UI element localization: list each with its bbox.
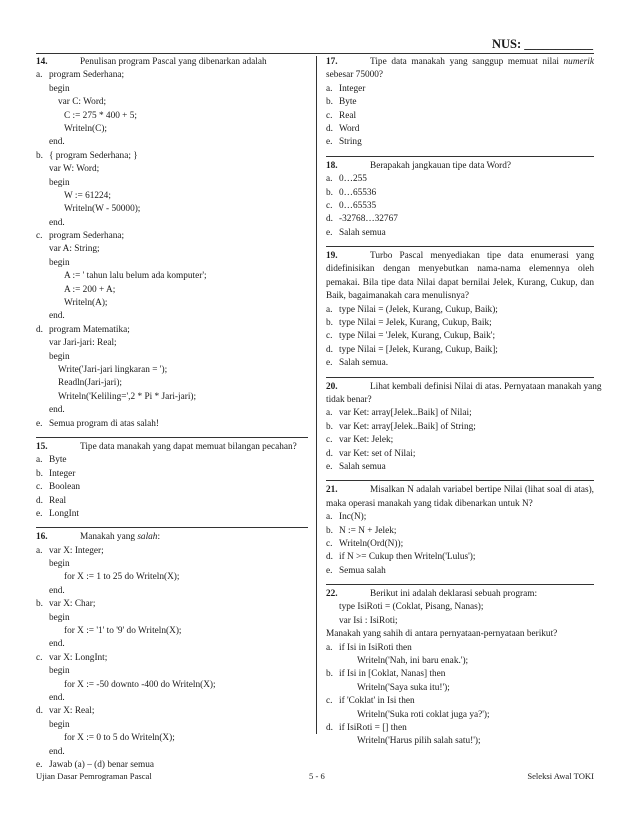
question-text: Turbo Pascal menyediakan tipe data enumerasi yang [370,251,594,262]
option-text: Semua program di atas salah! [49,418,159,429]
question-stem [36,441,308,454]
code-line: for X := -50 downto -400 do Writeln(X); [64,679,216,690]
code-line: end. [49,405,65,416]
option-label: d. [326,214,333,225]
option-text: Integer [49,468,76,479]
option-label: a. [36,545,43,556]
question-separator [36,527,308,528]
code-line: end. [49,217,65,228]
option-text: LongInt [49,508,79,519]
answer-option [36,705,308,718]
answer-option [326,123,594,136]
option-label: b. [326,669,333,680]
option-text: type Nilai = Jelek, Kurang, Cukup, Baik; [339,318,492,329]
answer-option [326,722,594,735]
question-text: Lihat kembali definisi Nilai di atas. Pernyataan manakah yang [370,381,602,392]
option-label: b. [36,150,43,161]
answer-option [326,187,594,200]
option-label: b. [326,525,333,536]
answer-option [36,468,308,481]
option-label: c. [36,231,43,242]
option-text: program Sederhana; [49,70,125,81]
option-text: var Ket: Jelek; [339,435,394,446]
option-text: Byte [49,455,67,466]
code-line: end. [49,639,65,650]
answer-option [326,330,594,343]
question-stem [326,381,602,394]
answer-option [326,304,594,317]
question-text-line: sebesar 75000? [326,70,384,81]
answer-option [36,652,308,665]
option-label: c. [36,482,43,493]
answer-option [326,434,594,447]
question-number: 15. [36,441,48,452]
option-label: d. [36,495,43,506]
option-label: e. [326,227,333,238]
question-number: 14. [36,57,48,67]
option-label: c. [326,200,333,211]
code-line: C := 275 * 400 + 5; [64,110,137,121]
top-rule [36,53,594,54]
code-line: begin [49,83,70,94]
question-text-line: Baik, bagaimanakah cara menulisnya? [326,291,470,302]
footer-title: Ujian Dasar Pemrograman Pascal [36,771,152,781]
footer-exam-name: Seleksi Awal TOKI [527,771,594,781]
option-text: Salah semua [339,461,386,472]
code-line: end. [49,311,65,322]
question-stem [326,56,594,69]
code-line: Write('Jari-jari lingkaran = '); [58,364,168,375]
question-number: 21. [326,485,338,496]
question-number: 18. [326,160,338,171]
answer-option [36,598,308,611]
option-label: a. [326,512,333,523]
answer-option [36,230,308,243]
code-line: begin [49,612,70,623]
option-label: b. [326,97,333,108]
option-label: b. [36,599,43,610]
option-text: Jawab (a) – (d) benar semua [49,759,155,770]
option-label: b. [36,468,43,479]
question-separator [326,156,594,157]
option-label: e. [36,418,43,429]
answer-option [36,324,308,337]
option-label: a. [326,642,333,653]
question-text: Berikut ini adalah deklarasi sebuah program: [370,589,538,600]
code-line: begin [49,666,70,677]
question-text: Tipe data manakah yang sanggup memuat nilai [370,57,564,67]
option-text: Word [339,123,360,134]
question-stem [36,531,308,544]
option-text: var Ket: array[Jelek..Baik] of Nilai; [339,408,472,419]
question-stem [326,484,594,497]
code-line: begin [49,719,70,730]
option-label: e. [36,508,43,519]
question-separator [36,437,308,438]
answer-option [326,407,594,420]
answer-option [36,508,308,521]
answer-option [36,495,308,508]
question-separator [326,246,594,247]
left-column [36,56,308,772]
option-text: type Nilai = 'Jelek, Kurang, Cukup, Baik'; [339,331,496,342]
code-line: Writeln(A); [64,298,108,309]
answer-option [326,642,594,655]
option-label: b. [326,187,333,198]
code-line: var C: Word; [58,97,107,108]
answer-option [326,668,594,681]
option-text: type Nilai = (Jelek, Kurang, Cukup, Baik); [339,304,498,315]
code-line: end. [49,137,65,148]
option-text: var X: Char; [49,599,96,610]
option-text: Integer [339,83,366,94]
option-label: e. [326,137,333,148]
question-text: Tipe data manakah yang dapat memuat bilangan pecahan? [80,441,297,452]
answer-option [326,213,594,226]
option-label: a. [326,83,333,94]
code-line: end. [49,746,65,757]
question-text-line: tidak benar? [326,394,372,405]
answer-option [326,344,594,357]
code-line: for X := '1' to '9' do Writeln(X); [64,626,182,637]
option-label: c. [326,110,333,121]
code-line: begin [49,351,70,362]
question-number: 19. [326,251,338,262]
code-line: Writeln(W - 50000); [64,204,141,215]
option-text: if Isi in [Coklat, Nanas] then [339,669,446,680]
option-text: Boolean [49,482,80,493]
answer-option [326,461,594,474]
option-text: Inc(N); [339,512,367,523]
option-text: type Nilai = [Jelek, Kurang, Cukup, Baik]; [339,344,498,355]
option-label: b. [326,318,333,329]
question-stem [326,250,594,263]
option-text: if IsiRoti = [] then [339,722,407,733]
question-number: 17. [326,57,338,67]
option-text: if 'Coklat' in Isi then [339,696,415,707]
code-line: Writeln('Suka roti coklat juga ya?'); [357,709,490,720]
code-line: var A: String; [49,244,100,255]
code-line: A := 200 + A; [64,284,116,295]
code-line: Writeln('Nah, ini baru enak.'); [357,656,469,667]
code-line: Writeln(C); [64,123,107,134]
code-line: end. [49,692,65,703]
question-number: 22. [326,589,338,600]
option-text: var X: Integer; [49,545,104,556]
question-stem [326,160,594,173]
option-label: e. [36,759,43,770]
question-emphasis: salah [137,532,158,543]
answer-option [326,96,594,109]
answer-option [36,454,308,467]
option-label: d. [326,123,333,134]
answer-option [326,551,594,564]
answer-option [36,481,308,494]
footer-page-number: 5 - 6 [309,771,325,781]
answer-option [326,538,594,551]
question-text: Misalkan N adalah variabel bertipe Nilai (lihat soal di atas), [370,485,594,496]
question-stem [326,588,594,601]
nus-header: NUS: ___________ [491,37,593,51]
code-line: A := ' tahun lalu belum ada komputer'; [64,271,207,282]
code-line: begin [49,177,70,188]
code-line: for X := 1 to 25 do Writeln(X); [64,572,180,583]
option-text: if N >= Cukup then Writeln('Lulus'); [339,552,476,563]
option-label: d. [326,552,333,563]
answer-option [36,150,308,163]
question-text-line: maka operasi manakah yang tidak dibenarkan untuk N? [326,498,533,509]
code-line: begin [49,257,70,268]
code-line: type IsiRoti = (Coklat, Pisang, Nanas); [339,602,484,613]
answer-option [326,227,594,240]
option-text: 0…255 [339,174,367,185]
option-label: d. [36,324,43,335]
answer-option [326,136,594,149]
option-label: b. [326,421,333,432]
question-text-line: Manakah yang sahih di antara pernyataan-pernyataan berikut? [326,629,558,640]
option-label: d. [36,706,43,717]
question-text: Manakah yang [80,532,138,543]
option-text: Semua salah [339,565,386,576]
question-text-line: pemakai. Bila tipe data Nilai dapat bernilai Jelek, Kurang, Cukup, dan [326,277,594,288]
answer-option [36,418,308,431]
option-text: Writeln(Ord(N)); [339,538,404,549]
option-label: c. [36,652,43,663]
option-label: e. [326,565,333,576]
answer-option [326,200,594,213]
option-label: c. [326,331,333,342]
question-text: Penulisan program Pascal yang dibenarkan adalah [80,57,267,67]
option-label: a. [326,304,333,315]
option-text: var X: Real; [49,706,95,717]
option-text: program Sederhana; [49,231,125,242]
right-column [326,56,602,749]
code-line: var W: Word; [49,164,100,175]
code-line: Writeln('Saya suka itu!'); [357,682,450,693]
option-label: d. [326,448,333,459]
code-line: Readln(Jari-jari); [58,378,123,389]
question-colon: : [157,532,161,543]
code-line: Writeln('Harus pilih salah satu!'); [357,736,481,747]
answer-option [36,69,308,82]
question-number: 20. [326,381,338,392]
answer-option [326,421,594,434]
question-separator [326,377,594,378]
option-text: Byte [339,97,357,108]
answer-option [326,357,594,370]
answer-option [36,545,308,558]
option-text: 0…65536 [339,187,377,198]
option-label: a. [36,70,43,81]
answer-option [326,695,594,708]
question-stem [36,56,308,69]
column-divider [316,56,317,734]
option-text: Salah semua [339,227,386,238]
option-label: c. [326,696,333,707]
answer-option [326,83,594,96]
answer-option [326,173,594,186]
option-label: d. [326,344,333,355]
question-text-line: didefinisikan dengan menyebutkan nama-nama elemennya oleh [326,264,594,275]
code-line: Writeln('Keliling=',2 * Pi * Jari-jari); [58,391,197,402]
option-text: var Ket: array[Jelek..Baik] of String; [339,421,476,432]
option-text: Salah semua. [339,358,389,369]
option-label: a. [326,174,333,185]
option-text: Real [339,110,357,121]
answer-option [326,448,594,461]
option-text: if Isi in IsiRoti then [339,642,412,653]
code-line: begin [49,559,70,570]
option-text: N := N + Jelek; [339,525,397,536]
code-line: W := 61224; [64,190,111,201]
question-separator [326,480,594,481]
code-line: var Jari-jari: Real; [49,338,117,349]
question-separator [326,584,594,585]
option-text: { program Sederhana; } [49,150,138,161]
option-text: Real [49,495,67,506]
option-text: var X: LongInt; [49,652,108,663]
option-text: program Matematika; [49,324,130,335]
question-emphasis: numerik [563,57,594,67]
option-label: c. [326,538,333,549]
question-text: Berapakah jangkauan tipe data Word? [370,160,512,171]
question-number: 16. [36,532,48,543]
answer-option [326,511,594,524]
option-label: a. [326,408,333,419]
option-label: e. [326,461,333,472]
option-text: -32768…32767 [339,214,398,225]
option-text: var Ket: set of Nilai; [339,448,416,459]
option-text: 0…65535 [339,200,377,211]
code-line: end. [49,585,65,596]
code-line: var Isi : IsiRoti; [339,615,398,626]
option-label: d. [326,722,333,733]
answer-option [326,525,594,538]
option-text: String [339,137,362,148]
answer-option [326,110,594,123]
option-label: e. [326,358,333,369]
option-label: a. [36,455,43,466]
code-line: for X := 0 to 5 do Writeln(X); [64,733,175,744]
option-label: c. [326,435,333,446]
answer-option [326,317,594,330]
answer-option [326,565,594,578]
